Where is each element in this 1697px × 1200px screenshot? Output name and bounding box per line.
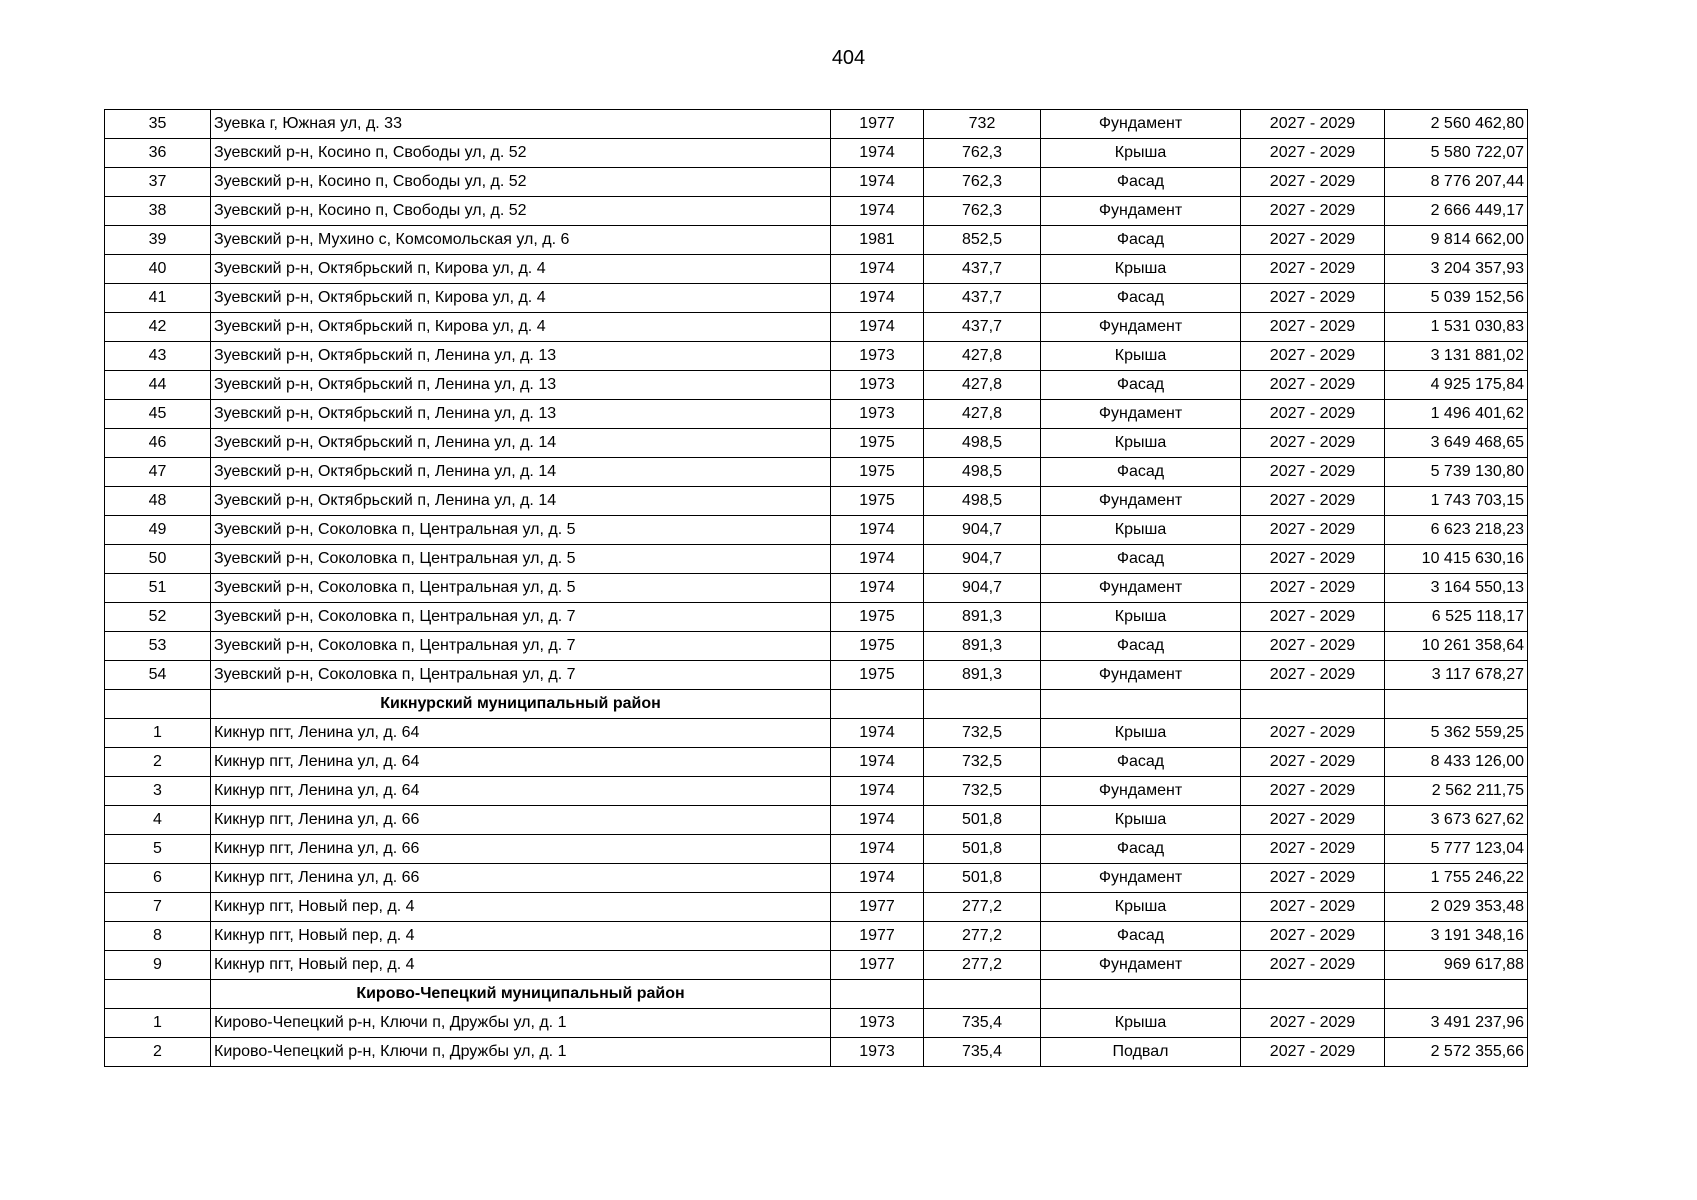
year-built-cell: 1975 bbox=[831, 603, 924, 632]
year-built-cell: 1975 bbox=[831, 661, 924, 690]
area-cell: 762,3 bbox=[924, 197, 1041, 226]
work-type-cell: Фундамент bbox=[1041, 951, 1241, 980]
empty-cell bbox=[924, 980, 1041, 1009]
area-cell: 891,3 bbox=[924, 661, 1041, 690]
table-row bbox=[105, 110, 1528, 139]
area-cell: 498,5 bbox=[924, 458, 1041, 487]
address-cell: Зуевский р-н, Соколовка п, Центральная ул, д. 7 bbox=[211, 632, 831, 661]
year-built-cell: 1974 bbox=[831, 313, 924, 342]
address-cell: Кикнур пгт, Ленина ул, д. 66 bbox=[211, 806, 831, 835]
year-built-cell: 1974 bbox=[831, 255, 924, 284]
work-type-cell: Фасад bbox=[1041, 458, 1241, 487]
year-built-cell: 1974 bbox=[831, 806, 924, 835]
table-row bbox=[105, 1038, 1528, 1067]
empty-cell bbox=[105, 980, 211, 1009]
period-cell: 2027 - 2029 bbox=[1241, 197, 1385, 226]
table-row bbox=[105, 139, 1528, 168]
row-number: 49 bbox=[105, 516, 211, 545]
work-type-cell: Крыша bbox=[1041, 429, 1241, 458]
year-built-cell: 1975 bbox=[831, 429, 924, 458]
table-row bbox=[105, 197, 1528, 226]
address-cell: Кикнур пгт, Ленина ул, д. 64 bbox=[211, 748, 831, 777]
year-built-cell: 1973 bbox=[831, 400, 924, 429]
table-row bbox=[105, 371, 1528, 400]
period-cell: 2027 - 2029 bbox=[1241, 835, 1385, 864]
row-number: 52 bbox=[105, 603, 211, 632]
row-number: 41 bbox=[105, 284, 211, 313]
work-type-cell: Крыша bbox=[1041, 893, 1241, 922]
row-number: 45 bbox=[105, 400, 211, 429]
work-type-cell: Крыша bbox=[1041, 806, 1241, 835]
work-type-cell: Крыша bbox=[1041, 1009, 1241, 1038]
empty-cell bbox=[1241, 690, 1385, 719]
year-built-cell: 1975 bbox=[831, 632, 924, 661]
cost-cell: 3 673 627,62 bbox=[1385, 806, 1528, 835]
row-number: 42 bbox=[105, 313, 211, 342]
table-row bbox=[105, 574, 1528, 603]
area-cell: 277,2 bbox=[924, 951, 1041, 980]
year-built-cell: 1974 bbox=[831, 545, 924, 574]
district-section-row bbox=[105, 690, 1528, 719]
table-row bbox=[105, 922, 1528, 951]
table-row bbox=[105, 719, 1528, 748]
table-row bbox=[105, 545, 1528, 574]
cost-cell: 3 204 357,93 bbox=[1385, 255, 1528, 284]
address-cell: Зуевский р-н, Октябрьский п, Ленина ул, д. 14 bbox=[211, 487, 831, 516]
work-type-cell: Крыша bbox=[1041, 342, 1241, 371]
address-cell: Зуевка г, Южная ул, д. 33 bbox=[211, 110, 831, 139]
period-cell: 2027 - 2029 bbox=[1241, 168, 1385, 197]
period-cell: 2027 - 2029 bbox=[1241, 922, 1385, 951]
area-cell: 904,7 bbox=[924, 574, 1041, 603]
cost-cell: 10 415 630,16 bbox=[1385, 545, 1528, 574]
cost-cell: 1 755 246,22 bbox=[1385, 864, 1528, 893]
empty-cell bbox=[1041, 690, 1241, 719]
area-cell: 277,2 bbox=[924, 922, 1041, 951]
row-number: 2 bbox=[105, 1038, 211, 1067]
table-row bbox=[105, 806, 1528, 835]
area-cell: 427,8 bbox=[924, 371, 1041, 400]
work-type-cell: Фасад bbox=[1041, 371, 1241, 400]
period-cell: 2027 - 2029 bbox=[1241, 313, 1385, 342]
row-number: 1 bbox=[105, 1009, 211, 1038]
address-cell: Зуевский р-н, Соколовка п, Центральная ул, д. 5 bbox=[211, 545, 831, 574]
table-row bbox=[105, 893, 1528, 922]
area-cell: 427,8 bbox=[924, 342, 1041, 371]
cost-cell: 2 029 353,48 bbox=[1385, 893, 1528, 922]
row-number: 7 bbox=[105, 893, 211, 922]
empty-cell bbox=[831, 690, 924, 719]
address-cell: Кирово-Чепецкий р-н, Ключи п, Дружбы ул, д. 1 bbox=[211, 1009, 831, 1038]
cost-cell: 5 039 152,56 bbox=[1385, 284, 1528, 313]
work-type-cell: Фасад bbox=[1041, 748, 1241, 777]
year-built-cell: 1973 bbox=[831, 371, 924, 400]
row-number: 4 bbox=[105, 806, 211, 835]
period-cell: 2027 - 2029 bbox=[1241, 284, 1385, 313]
year-built-cell: 1974 bbox=[831, 864, 924, 893]
cost-cell: 10 261 358,64 bbox=[1385, 632, 1528, 661]
table-row bbox=[105, 458, 1528, 487]
work-type-cell: Фасад bbox=[1041, 545, 1241, 574]
area-cell: 732 bbox=[924, 110, 1041, 139]
area-cell: 437,7 bbox=[924, 313, 1041, 342]
period-cell: 2027 - 2029 bbox=[1241, 632, 1385, 661]
work-type-cell: Фасад bbox=[1041, 168, 1241, 197]
cost-cell: 2 572 355,66 bbox=[1385, 1038, 1528, 1067]
area-cell: 437,7 bbox=[924, 255, 1041, 284]
year-built-cell: 1977 bbox=[831, 110, 924, 139]
cost-cell: 6 623 218,23 bbox=[1385, 516, 1528, 545]
cost-cell: 5 777 123,04 bbox=[1385, 835, 1528, 864]
period-cell: 2027 - 2029 bbox=[1241, 951, 1385, 980]
period-cell: 2027 - 2029 bbox=[1241, 429, 1385, 458]
address-cell: Зуевский р-н, Соколовка п, Центральная ул, д. 5 bbox=[211, 516, 831, 545]
period-cell: 2027 - 2029 bbox=[1241, 458, 1385, 487]
area-cell: 852,5 bbox=[924, 226, 1041, 255]
work-type-cell: Фасад bbox=[1041, 835, 1241, 864]
period-cell: 2027 - 2029 bbox=[1241, 110, 1385, 139]
area-cell: 904,7 bbox=[924, 545, 1041, 574]
work-type-cell: Подвал bbox=[1041, 1038, 1241, 1067]
address-cell: Кикнур пгт, Ленина ул, д. 64 bbox=[211, 719, 831, 748]
address-cell: Зуевский р-н, Октябрьский п, Ленина ул, д. 14 bbox=[211, 429, 831, 458]
year-built-cell: 1977 bbox=[831, 951, 924, 980]
table-row bbox=[105, 516, 1528, 545]
year-built-cell: 1974 bbox=[831, 168, 924, 197]
table-row bbox=[105, 748, 1528, 777]
cost-cell: 3 491 237,96 bbox=[1385, 1009, 1528, 1038]
period-cell: 2027 - 2029 bbox=[1241, 893, 1385, 922]
work-type-cell: Крыша bbox=[1041, 603, 1241, 632]
area-cell: 732,5 bbox=[924, 719, 1041, 748]
empty-cell bbox=[924, 690, 1041, 719]
cost-cell: 2 560 462,80 bbox=[1385, 110, 1528, 139]
cost-cell: 5 362 559,25 bbox=[1385, 719, 1528, 748]
table-row bbox=[105, 255, 1528, 284]
period-cell: 2027 - 2029 bbox=[1241, 342, 1385, 371]
work-type-cell: Фундамент bbox=[1041, 487, 1241, 516]
table-row bbox=[105, 400, 1528, 429]
cost-cell: 1 531 030,83 bbox=[1385, 313, 1528, 342]
period-cell: 2027 - 2029 bbox=[1241, 400, 1385, 429]
row-number: 3 bbox=[105, 777, 211, 806]
period-cell: 2027 - 2029 bbox=[1241, 139, 1385, 168]
address-cell: Зуевский р-н, Октябрьский п, Кирова ул, д. 4 bbox=[211, 284, 831, 313]
period-cell: 2027 - 2029 bbox=[1241, 1009, 1385, 1038]
year-built-cell: 1975 bbox=[831, 458, 924, 487]
address-cell: Зуевский р-н, Косино п, Свободы ул, д. 52 bbox=[211, 168, 831, 197]
area-cell: 498,5 bbox=[924, 429, 1041, 458]
cost-cell: 9 814 662,00 bbox=[1385, 226, 1528, 255]
area-cell: 732,5 bbox=[924, 748, 1041, 777]
table-row bbox=[105, 313, 1528, 342]
year-built-cell: 1974 bbox=[831, 719, 924, 748]
row-number: 39 bbox=[105, 226, 211, 255]
repair-schedule-table bbox=[104, 109, 1528, 1067]
cost-cell: 8 776 207,44 bbox=[1385, 168, 1528, 197]
address-cell: Кикнур пгт, Новый пер, д. 4 bbox=[211, 922, 831, 951]
year-built-cell: 1974 bbox=[831, 835, 924, 864]
area-cell: 735,4 bbox=[924, 1038, 1041, 1067]
row-number: 37 bbox=[105, 168, 211, 197]
row-number: 50 bbox=[105, 545, 211, 574]
table-row bbox=[105, 603, 1528, 632]
table-row bbox=[105, 226, 1528, 255]
table-row bbox=[105, 661, 1528, 690]
period-cell: 2027 - 2029 bbox=[1241, 603, 1385, 632]
address-cell: Кикнур пгт, Ленина ул, д. 64 bbox=[211, 777, 831, 806]
address-cell: Кикнур пгт, Новый пер, д. 4 bbox=[211, 951, 831, 980]
row-number: 54 bbox=[105, 661, 211, 690]
table-body bbox=[105, 110, 1528, 1067]
period-cell: 2027 - 2029 bbox=[1241, 226, 1385, 255]
address-cell: Кикнур пгт, Ленина ул, д. 66 bbox=[211, 835, 831, 864]
empty-cell bbox=[1241, 980, 1385, 1009]
work-type-cell: Фундамент bbox=[1041, 777, 1241, 806]
row-number: 47 bbox=[105, 458, 211, 487]
row-number: 5 bbox=[105, 835, 211, 864]
area-cell: 498,5 bbox=[924, 487, 1041, 516]
work-type-cell: Фундамент bbox=[1041, 864, 1241, 893]
table-row bbox=[105, 342, 1528, 371]
period-cell: 2027 - 2029 bbox=[1241, 864, 1385, 893]
cost-cell: 3 649 468,65 bbox=[1385, 429, 1528, 458]
work-type-cell: Крыша bbox=[1041, 139, 1241, 168]
work-type-cell: Фундамент bbox=[1041, 400, 1241, 429]
table-row bbox=[105, 1009, 1528, 1038]
area-cell: 277,2 bbox=[924, 893, 1041, 922]
cost-cell: 6 525 118,17 bbox=[1385, 603, 1528, 632]
period-cell: 2027 - 2029 bbox=[1241, 371, 1385, 400]
table-row bbox=[105, 487, 1528, 516]
work-type-cell: Фундамент bbox=[1041, 661, 1241, 690]
district-title: Кирово-Чепецкий муниципальный район bbox=[211, 980, 831, 1009]
table-row bbox=[105, 284, 1528, 313]
area-cell: 501,8 bbox=[924, 864, 1041, 893]
cost-cell: 969 617,88 bbox=[1385, 951, 1528, 980]
address-cell: Кикнур пгт, Новый пер, д. 4 bbox=[211, 893, 831, 922]
cost-cell: 1 496 401,62 bbox=[1385, 400, 1528, 429]
row-number: 8 bbox=[105, 922, 211, 951]
period-cell: 2027 - 2029 bbox=[1241, 806, 1385, 835]
district-section-row bbox=[105, 980, 1528, 1009]
address-cell: Зуевский р-н, Октябрьский п, Ленина ул, д. 13 bbox=[211, 342, 831, 371]
period-cell: 2027 - 2029 bbox=[1241, 661, 1385, 690]
year-built-cell: 1974 bbox=[831, 748, 924, 777]
address-cell: Зуевский р-н, Мухино с, Комсомольская ул, д. 6 bbox=[211, 226, 831, 255]
row-number: 2 bbox=[105, 748, 211, 777]
work-type-cell: Крыша bbox=[1041, 255, 1241, 284]
area-cell: 891,3 bbox=[924, 603, 1041, 632]
cost-cell: 8 433 126,00 bbox=[1385, 748, 1528, 777]
row-number: 36 bbox=[105, 139, 211, 168]
year-built-cell: 1974 bbox=[831, 516, 924, 545]
row-number: 35 bbox=[105, 110, 211, 139]
empty-cell bbox=[1385, 980, 1528, 1009]
period-cell: 2027 - 2029 bbox=[1241, 748, 1385, 777]
work-type-cell: Фасад bbox=[1041, 226, 1241, 255]
cost-cell: 3 131 881,02 bbox=[1385, 342, 1528, 371]
area-cell: 762,3 bbox=[924, 168, 1041, 197]
row-number: 48 bbox=[105, 487, 211, 516]
area-cell: 904,7 bbox=[924, 516, 1041, 545]
area-cell: 891,3 bbox=[924, 632, 1041, 661]
address-cell: Зуевский р-н, Октябрьский п, Ленина ул, д. 13 bbox=[211, 371, 831, 400]
row-number: 1 bbox=[105, 719, 211, 748]
period-cell: 2027 - 2029 bbox=[1241, 1038, 1385, 1067]
cost-cell: 5 739 130,80 bbox=[1385, 458, 1528, 487]
table-row bbox=[105, 429, 1528, 458]
empty-cell bbox=[105, 690, 211, 719]
empty-cell bbox=[1041, 980, 1241, 1009]
row-number: 46 bbox=[105, 429, 211, 458]
year-built-cell: 1981 bbox=[831, 226, 924, 255]
cost-cell: 1 743 703,15 bbox=[1385, 487, 1528, 516]
year-built-cell: 1973 bbox=[831, 1038, 924, 1067]
cost-cell: 3 117 678,27 bbox=[1385, 661, 1528, 690]
year-built-cell: 1974 bbox=[831, 777, 924, 806]
district-title: Кикнурский муниципальный район bbox=[211, 690, 831, 719]
cost-cell: 3 164 550,13 bbox=[1385, 574, 1528, 603]
table-row bbox=[105, 864, 1528, 893]
year-built-cell: 1974 bbox=[831, 284, 924, 313]
row-number: 44 bbox=[105, 371, 211, 400]
row-number: 43 bbox=[105, 342, 211, 371]
area-cell: 427,8 bbox=[924, 400, 1041, 429]
period-cell: 2027 - 2029 bbox=[1241, 777, 1385, 806]
work-type-cell: Фундамент bbox=[1041, 110, 1241, 139]
page-number: 404 bbox=[831, 47, 866, 69]
table-row bbox=[105, 777, 1528, 806]
address-cell: Зуевский р-н, Соколовка п, Центральная ул, д. 5 bbox=[211, 574, 831, 603]
work-type-cell: Фасад bbox=[1041, 632, 1241, 661]
row-number: 51 bbox=[105, 574, 211, 603]
work-type-cell: Фундамент bbox=[1041, 197, 1241, 226]
address-cell: Зуевский р-н, Октябрьский п, Кирова ул, д. 4 bbox=[211, 255, 831, 284]
area-cell: 501,8 bbox=[924, 835, 1041, 864]
work-type-cell: Фундамент bbox=[1041, 574, 1241, 603]
year-built-cell: 1973 bbox=[831, 1009, 924, 1038]
cost-cell: 4 925 175,84 bbox=[1385, 371, 1528, 400]
year-built-cell: 1977 bbox=[831, 893, 924, 922]
empty-cell bbox=[831, 980, 924, 1009]
year-built-cell: 1974 bbox=[831, 139, 924, 168]
address-cell: Зуевский р-н, Косино п, Свободы ул, д. 52 bbox=[211, 197, 831, 226]
cost-cell: 2 666 449,17 bbox=[1385, 197, 1528, 226]
work-type-cell: Фасад bbox=[1041, 922, 1241, 951]
area-cell: 735,4 bbox=[924, 1009, 1041, 1038]
table-row bbox=[105, 632, 1528, 661]
address-cell: Зуевский р-н, Октябрьский п, Кирова ул, д. 4 bbox=[211, 313, 831, 342]
empty-cell bbox=[1385, 690, 1528, 719]
year-built-cell: 1977 bbox=[831, 922, 924, 951]
address-cell: Зуевский р-н, Соколовка п, Центральная ул, д. 7 bbox=[211, 603, 831, 632]
address-cell: Кикнур пгт, Ленина ул, д. 66 bbox=[211, 864, 831, 893]
period-cell: 2027 - 2029 bbox=[1241, 574, 1385, 603]
row-number: 9 bbox=[105, 951, 211, 980]
row-number: 53 bbox=[105, 632, 211, 661]
address-cell: Кирово-Чепецкий р-н, Ключи п, Дружбы ул, д. 1 bbox=[211, 1038, 831, 1067]
period-cell: 2027 - 2029 bbox=[1241, 487, 1385, 516]
address-cell: Зуевский р-н, Октябрьский п, Ленина ул, д. 14 bbox=[211, 458, 831, 487]
period-cell: 2027 - 2029 bbox=[1241, 719, 1385, 748]
table-row bbox=[105, 168, 1528, 197]
area-cell: 437,7 bbox=[924, 284, 1041, 313]
table-row bbox=[105, 835, 1528, 864]
year-built-cell: 1973 bbox=[831, 342, 924, 371]
period-cell: 2027 - 2029 bbox=[1241, 255, 1385, 284]
work-type-cell: Крыша bbox=[1041, 516, 1241, 545]
row-number: 38 bbox=[105, 197, 211, 226]
period-cell: 2027 - 2029 bbox=[1241, 516, 1385, 545]
work-type-cell: Крыша bbox=[1041, 719, 1241, 748]
row-number: 6 bbox=[105, 864, 211, 893]
address-cell: Зуевский р-н, Соколовка п, Центральная ул, д. 7 bbox=[211, 661, 831, 690]
address-cell: Зуевский р-н, Косино п, Свободы ул, д. 52 bbox=[211, 139, 831, 168]
period-cell: 2027 - 2029 bbox=[1241, 545, 1385, 574]
year-built-cell: 1974 bbox=[831, 197, 924, 226]
row-number: 40 bbox=[105, 255, 211, 284]
cost-cell: 5 580 722,07 bbox=[1385, 139, 1528, 168]
work-type-cell: Фасад bbox=[1041, 284, 1241, 313]
cost-cell: 3 191 348,16 bbox=[1385, 922, 1528, 951]
work-type-cell: Фундамент bbox=[1041, 313, 1241, 342]
area-cell: 762,3 bbox=[924, 139, 1041, 168]
cost-cell: 2 562 211,75 bbox=[1385, 777, 1528, 806]
table-row bbox=[105, 951, 1528, 980]
area-cell: 732,5 bbox=[924, 777, 1041, 806]
address-cell: Зуевский р-н, Октябрьский п, Ленина ул, д. 13 bbox=[211, 400, 831, 429]
year-built-cell: 1975 bbox=[831, 487, 924, 516]
year-built-cell: 1974 bbox=[831, 574, 924, 603]
area-cell: 501,8 bbox=[924, 806, 1041, 835]
